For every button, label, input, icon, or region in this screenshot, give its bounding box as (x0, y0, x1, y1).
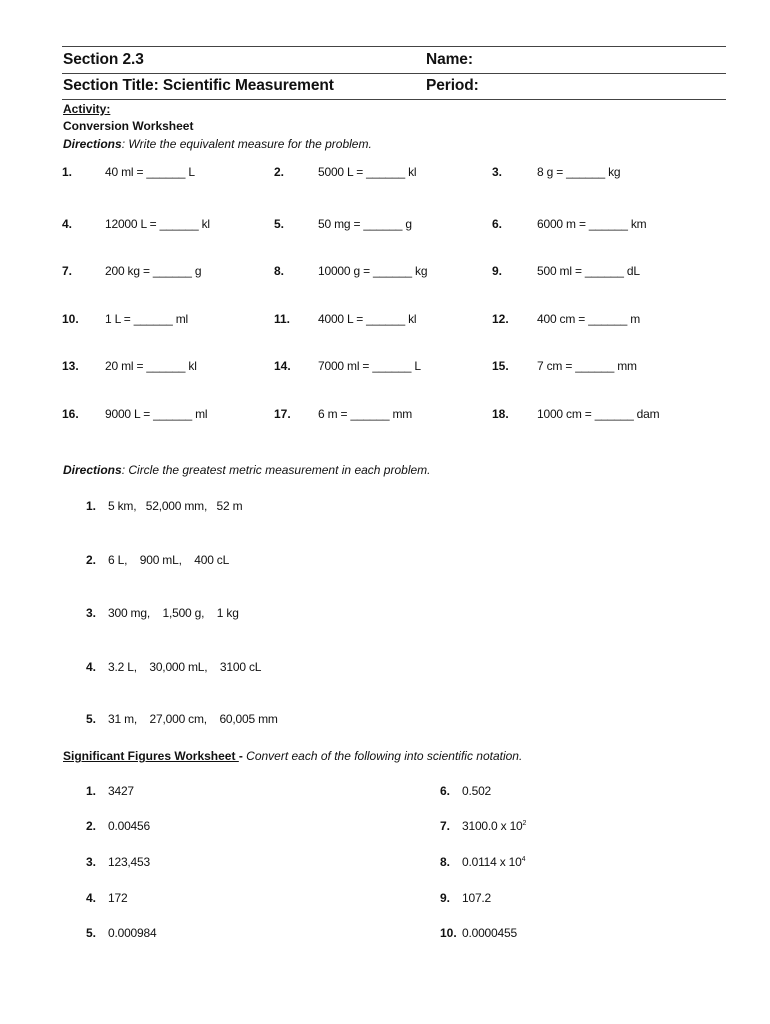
conversion-problem: 9000 L = ______ ml (105, 407, 208, 421)
conversion-problem: 4000 L = ______ kl (318, 312, 417, 326)
circle-directions-text: : Circle the greatest metric measurement in each problem. (121, 463, 431, 477)
directions-label: Directions (63, 137, 122, 151)
sigfig-problem (462, 855, 525, 869)
conversion-number: 17. (274, 407, 291, 421)
conversion-number: 14. (274, 359, 291, 373)
conversion-number: 2. (274, 165, 285, 179)
worksheet-title: Conversion Worksheet (63, 119, 194, 133)
conversion-number: 12. (492, 312, 509, 326)
circle-directions (63, 463, 430, 477)
sigfig-problem (462, 891, 491, 905)
conversion-problem: 1000 cm = ______ dam (537, 407, 660, 421)
conversion-directions (63, 137, 372, 151)
sigfig-problem: 0.00456 (108, 819, 150, 833)
sigfig-problem: 172 (108, 891, 128, 905)
sigfig-number: 8. (440, 855, 451, 869)
conversion-problem: 500 ml = ______ dL (537, 264, 640, 278)
sigfig-problem: 3427 (108, 784, 134, 798)
circle-problem: 31 m, 27,000 cm, 60,005 mm (108, 712, 278, 726)
conversion-number: 4. (62, 217, 73, 231)
sigfig-number: 1. (86, 784, 97, 798)
conversion-problem: 20 ml = ______ kl (105, 359, 197, 373)
circle-number: 5. (86, 712, 97, 726)
circle-problem: 3.2 L, 30,000 mL, 3100 cL (108, 660, 262, 674)
name-label: Name: (426, 51, 473, 68)
conversion-number: 3. (492, 165, 503, 179)
conversion-problem: 5000 L = ______ kl (318, 165, 417, 179)
sigfig-value: 0.502 (462, 784, 492, 798)
period-label: Period: (426, 77, 479, 94)
conversion-number: 9. (492, 264, 503, 278)
sigfig-problem: 0.000984 (108, 926, 157, 940)
conversion-problem: 40 ml = ______ L (105, 165, 195, 179)
sigfig-heading (63, 749, 522, 763)
conversion-problem: 7 cm = ______ mm (537, 359, 637, 373)
conversion-problem: 7000 ml = ______ L (318, 359, 421, 373)
sigfig-problem (462, 784, 491, 798)
conversion-number: 10. (62, 312, 79, 326)
sigfig-number: 5. (86, 926, 97, 940)
sigfig-number: 10. (440, 926, 457, 940)
sigfig-value: 0.0114 x 10 (462, 855, 522, 869)
conversion-number: 7. (62, 264, 73, 278)
section-number: Section 2.3 (63, 51, 144, 68)
conversion-number: 5. (274, 217, 285, 231)
sigfig-value: 0.0000455 (462, 926, 517, 940)
sigfig-number: 2. (86, 819, 97, 833)
conversion-problem: 50 mg = ______ g (318, 217, 412, 231)
conversion-problem: 12000 L = ______ kl (105, 217, 210, 231)
bottom-rule (62, 99, 726, 100)
sigfig-title: Significant Figures Worksheet (63, 749, 239, 763)
conversion-number: 18. (492, 407, 509, 421)
sigfig-value: 107.2 (462, 891, 492, 905)
conversion-problem: 10000 g = ______ kg (318, 264, 428, 278)
sigfig-number: 4. (86, 891, 97, 905)
directions-text: : Write the equivalent measure for the problem. (121, 137, 372, 151)
circle-problem: 5 km, 52,000 mm, 52 m (108, 499, 243, 513)
sigfig-number: 6. (440, 784, 451, 798)
sigfig-problem: 123,453 (108, 855, 150, 869)
conversion-number: 16. (62, 407, 79, 421)
sigfig-exponent: 4 (521, 856, 526, 863)
circle-problem: 300 mg, 1,500 g, 1 kg (108, 606, 239, 620)
conversion-number: 15. (492, 359, 509, 373)
conversion-number: 8. (274, 264, 285, 278)
circle-number: 3. (86, 606, 97, 620)
conversion-problem: 6 m = ______ mm (318, 407, 413, 421)
conversion-number: 13. (62, 359, 79, 373)
sigfig-dash: - (238, 749, 247, 763)
sigfig-instruction: Convert each of the following into scientific notation. (246, 749, 523, 763)
sigfig-problem (462, 926, 517, 940)
sigfig-number: 7. (440, 819, 451, 833)
conversion-number: 11. (274, 312, 291, 326)
circle-number: 2. (86, 553, 97, 567)
section-title: Section Title: Scientific Measurement (63, 77, 334, 94)
circle-directions-label: Directions (63, 463, 122, 477)
conversion-problem: 6000 m = ______ km (537, 217, 647, 231)
conversion-problem: 400 cm = ______ m (537, 312, 641, 326)
conversion-number: 1. (62, 165, 73, 179)
conversion-problem: 1 L = ______ ml (105, 312, 188, 326)
circle-number: 1. (86, 499, 97, 513)
sigfig-exponent: 2 (522, 820, 527, 827)
sigfig-problem (462, 819, 526, 833)
activity-label: Activity: (63, 102, 111, 116)
top-rule (62, 46, 726, 47)
sigfig-number: 9. (440, 891, 451, 905)
sigfig-value: 3100.0 x 10 (462, 819, 523, 833)
circle-problem: 6 L, 900 mL, 400 cL (108, 553, 230, 567)
conversion-number: 6. (492, 217, 503, 231)
conversion-problem: 200 kg = ______ g (105, 264, 202, 278)
conversion-problem: 8 g = ______ kg (537, 165, 621, 179)
middle-rule (62, 73, 726, 74)
circle-number: 4. (86, 660, 97, 674)
sigfig-number: 3. (86, 855, 97, 869)
